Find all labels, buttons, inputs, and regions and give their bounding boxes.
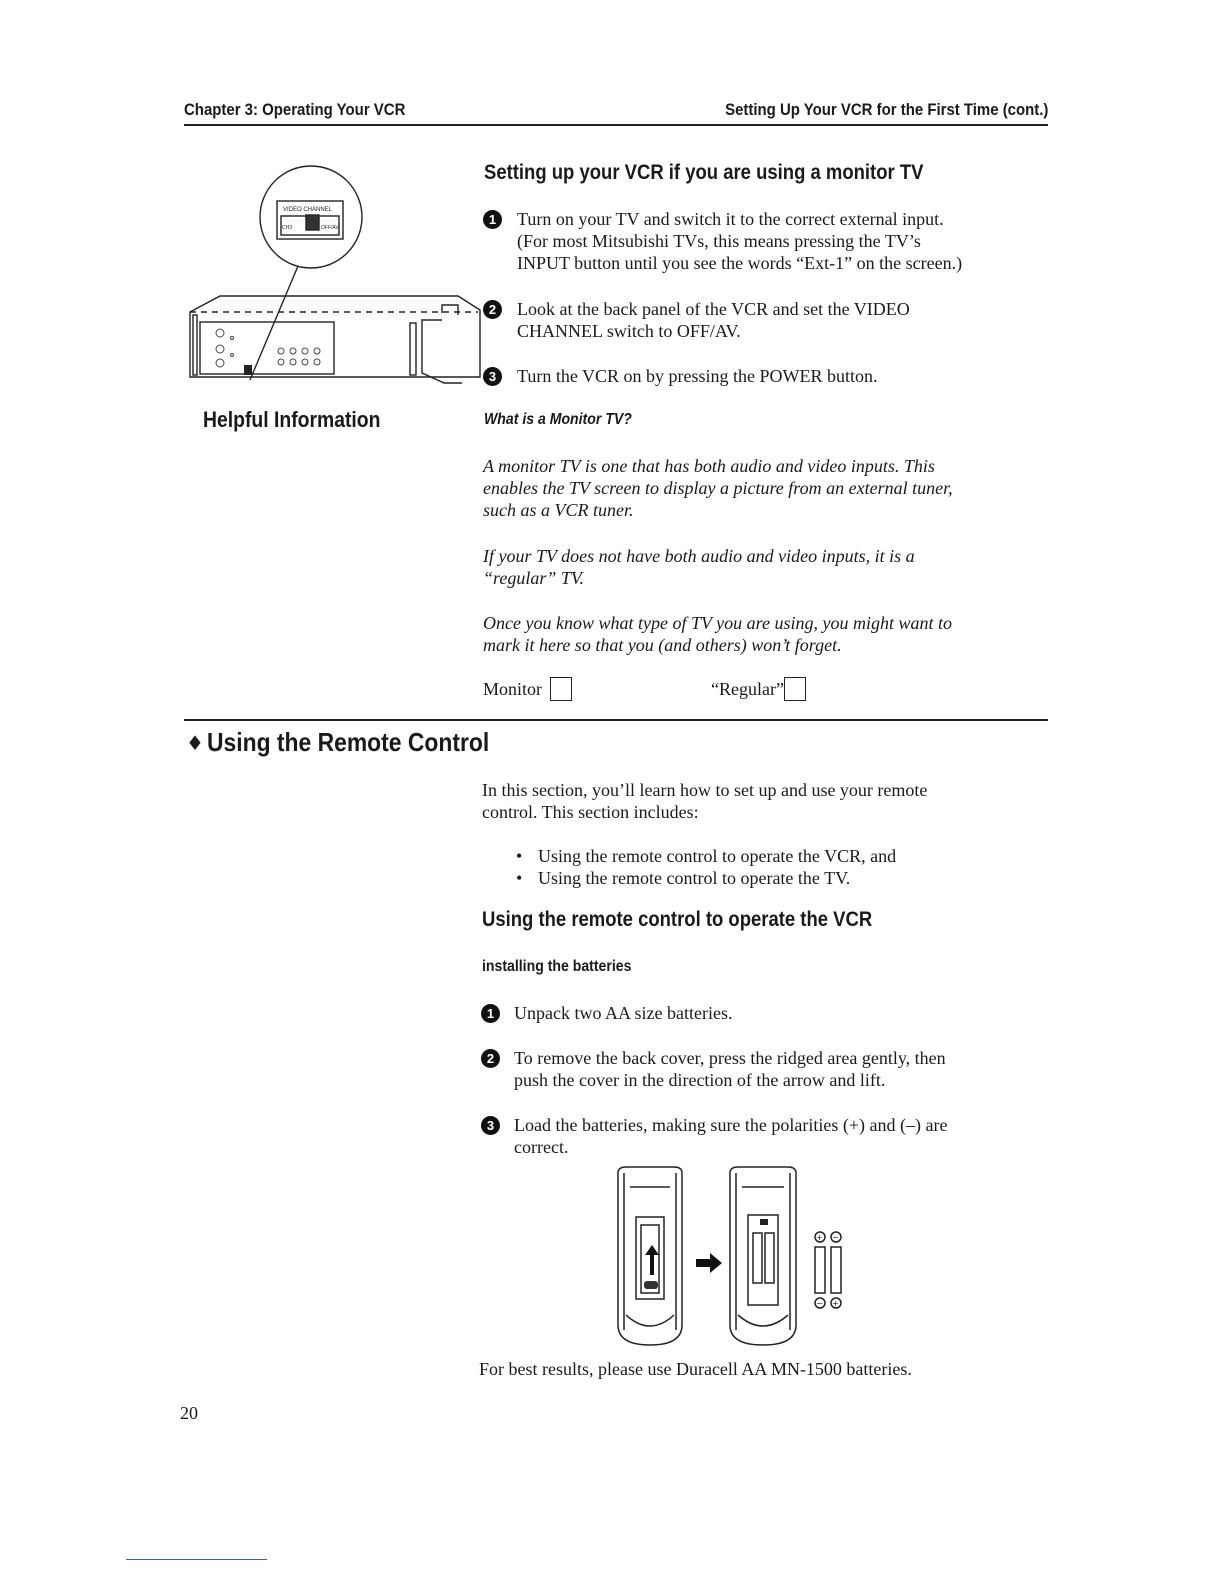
svg-text:−: − <box>816 1299 823 1308</box>
step-number-badge: 1 <box>483 210 502 229</box>
step-line: Load the batteries, making sure the polarities (+) and (–) are <box>514 1115 948 1135</box>
section-divider <box>184 719 1048 721</box>
remote-battery-illustration <box>608 1165 868 1350</box>
switch-label: VIDEO CHANNEL <box>283 207 333 213</box>
chapter-title: Chapter 3: Operating Your VCR <box>184 100 406 119</box>
step-line: push the cover in the direction of the arrow and lift. <box>514 1070 886 1090</box>
step-line: Look at the back panel of the VCR and set the VIDEO <box>517 299 910 319</box>
battery-step-3 <box>481 1114 948 1158</box>
paragraph-line: control. This section includes: <box>482 802 699 822</box>
monitor-step-2 <box>483 298 910 342</box>
helpful-paragraph-2 <box>483 545 1053 589</box>
step-line: Unpack two AA size batteries. <box>514 1003 733 1023</box>
step-line: INPUT button until you see the words “Ext-1” on the screen.) <box>517 253 963 273</box>
operate-vcr-title: Using the remote control to operate the VCR <box>482 908 873 931</box>
monitor-choice-label: Monitor <box>483 679 543 699</box>
remote-section-title: Using the Remote Control <box>207 727 490 757</box>
remote-bullet-1: • Using the remote control to operate the VCR, and <box>538 845 896 867</box>
svg-text:+: + <box>832 1299 839 1308</box>
diamond-bullet-icon: ♦ <box>186 731 204 755</box>
paragraph-line: such as a VCR tuner. <box>483 500 634 520</box>
helpful-paragraph-1 <box>483 455 1053 521</box>
monitor-tv-question: What is a Monitor TV? <box>484 411 632 428</box>
svg-text:+: + <box>816 1233 823 1242</box>
regular-choice-label: “Regular” <box>711 679 784 699</box>
paragraph-line: If your TV does not have both audio and video inputs, it is a <box>483 546 915 566</box>
step-line: CHANNEL switch to OFF/AV. <box>517 321 741 341</box>
regular-checkbox[interactable] <box>784 677 806 701</box>
helpful-paragraph-3 <box>483 612 1053 656</box>
step-line: Turn on your TV and switch it to the correct external input. <box>517 209 944 229</box>
footer-line <box>126 1559 267 1560</box>
step-line: To remove the back cover, press the ridged area gently, then <box>514 1048 946 1068</box>
battery-step-2 <box>481 1047 946 1091</box>
paragraph-line: A monitor TV is one that has both audio and video inputs. This <box>483 456 935 476</box>
helpful-information-label: Helpful Information <box>203 407 381 432</box>
monitor-choice[interactable] <box>483 677 572 701</box>
step-number-badge: 3 <box>481 1116 500 1135</box>
paragraph-line: mark it here so that you (and others) won’t forget. <box>483 635 842 655</box>
step-line: correct. <box>514 1137 569 1157</box>
battery-step-1 <box>481 1002 732 1024</box>
vcr-back-panel-illustration <box>180 155 485 400</box>
step-number-badge: 2 <box>483 300 502 319</box>
paragraph-line: enables the TV screen to display a picture from an external tuner, <box>483 478 953 498</box>
battery-recommendation: For best results, please use Duracell AA MN-1500 batteries. <box>479 1359 912 1379</box>
page-number: 20 <box>180 1403 198 1423</box>
step-number-badge: 3 <box>483 367 502 386</box>
regular-choice[interactable] <box>711 677 806 701</box>
monitor-step-1 <box>483 208 962 274</box>
paragraph-line: Once you know what type of TV you are using, you might want to <box>483 613 952 633</box>
remote-intro <box>482 779 1052 823</box>
paragraph-line: “regular” TV. <box>483 568 585 588</box>
monitor-section-title: Setting up your VCR if you are using a monitor TV <box>484 161 924 184</box>
switch-left-label: CH3 <box>282 225 293 231</box>
step-line: (For most Mitsubishi TVs, this means pressing the TV’s <box>517 231 921 251</box>
step-number-badge: 2 <box>481 1049 500 1068</box>
monitor-step-3 <box>483 365 878 387</box>
step-line: Turn the VCR on by pressing the POWER button. <box>517 366 878 386</box>
installing-batteries-title: installing the batteries <box>482 958 632 975</box>
step-number-badge: 1 <box>481 1004 500 1023</box>
header-rule <box>184 124 1048 126</box>
svg-text:−: − <box>832 1233 839 1242</box>
switch-right-label: OFF/AV <box>321 225 339 231</box>
monitor-checkbox[interactable] <box>550 677 572 701</box>
remote-bullet-2: • Using the remote control to operate the TV. <box>538 867 850 889</box>
paragraph-line: In this section, you’ll learn how to set up and use your remote <box>482 780 928 800</box>
section-running-title: Setting Up Your VCR for the First Time (cont.) <box>724 100 1048 119</box>
